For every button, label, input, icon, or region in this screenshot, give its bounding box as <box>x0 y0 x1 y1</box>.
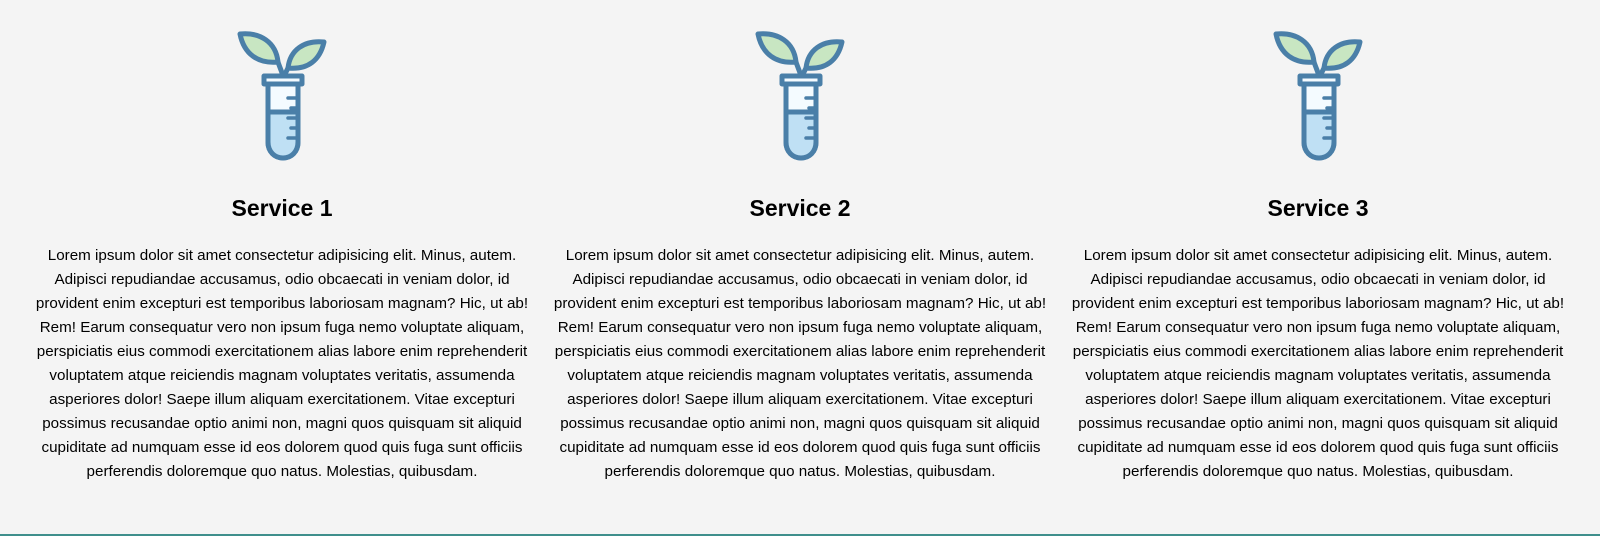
service-description: Lorem ipsum dolor sit amet consectetur adipisicing elit. Minus, autem. Adipisci repudiandae accusamus, odio obcaecati in veniam dolor, id provident enim excepturi est temporibus laboriosam magnam? Hic, ut ab! Rem! Earum consequatur vero non ipsum fuga nemo voluptate aliquam, perspiciatis eius commodi exercitationem alias labore enim reprehenderit voluptatem atque reiciendis magnam voluptates veritatis, assumenda asperiores dolor! Saepe illum aliquam exercitationem. Vitae excepturi possimus recusandae optio animi non, magni quos quisquam sit aliquid cupiditate ad numquam esse id eos dolorem quod quis fuga sunt officiis perferendis doloremque quo natus. Molestias, quibusdam. <box>35 247 529 480</box>
service-title: Service 3 <box>1267 195 1369 221</box>
services-section <box>35 28 1565 484</box>
service-description: Lorem ipsum dolor sit amet consectetur adipisicing elit. Minus, autem. Adipisci repudiandae accusamus, odio obcaecati in veniam dolor, id provident enim excepturi est temporibus laboriosam magnam? Hic, ut ab! Rem! Earum consequatur vero non ipsum fuga nemo voluptate aliquam, perspiciatis eius commodi exercitationem alias labore enim reprehenderit voluptatem atque reiciendis magnam voluptates veritatis, assumenda asperiores dolor! Saepe illum aliquam exercitationem. Vitae excepturi possimus recusandae optio animi non, magni quos quisquam sit aliquid cupiditate ad numquam esse id eos dolorem quod quis fuga sunt officiis perferendis doloremque quo natus. Molestias, quibusdam. <box>553 247 1047 480</box>
service-title: Service 2 <box>749 195 851 221</box>
test-tube-sprout-icon <box>236 28 328 164</box>
service-card-1 <box>35 28 529 484</box>
service-description: Lorem ipsum dolor sit amet consectetur adipisicing elit. Minus, autem. Adipisci repudiandae accusamus, odio obcaecati in veniam dolor, id provident enim excepturi est temporibus laboriosam magnam? Hic, ut ab! Rem! Earum consequatur vero non ipsum fuga nemo voluptate aliquam, perspiciatis eius commodi exercitationem alias labore enim reprehenderit voluptatem atque reiciendis magnam voluptates veritatis, assumenda asperiores dolor! Saepe illum aliquam exercitationem. Vitae excepturi possimus recusandae optio animi non, magni quos quisquam sit aliquid cupiditate ad numquam esse id eos dolorem quod quis fuga sunt officiis perferendis doloremque quo natus. Molestias, quibusdam. <box>1071 247 1565 480</box>
test-tube-sprout-icon <box>1272 28 1364 164</box>
service-card-3 <box>1071 28 1565 484</box>
service-title: Service 1 <box>231 195 333 221</box>
service-card-2 <box>553 28 1047 484</box>
test-tube-sprout-icon <box>754 28 846 164</box>
